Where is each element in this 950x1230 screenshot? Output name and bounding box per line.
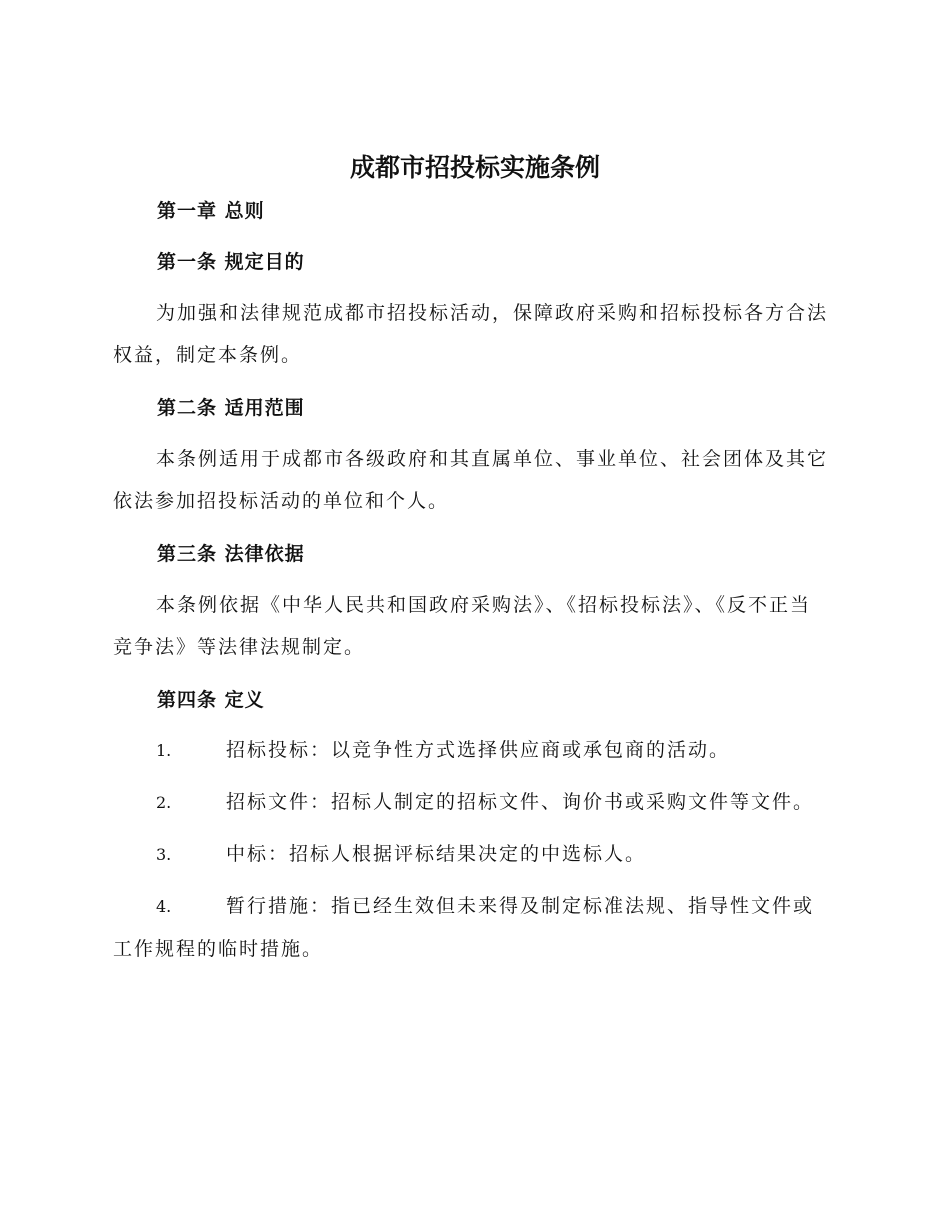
article-3-body: 本条例依据《中华人民共和国政府采购法》、《招标投标法》、《反不正当竞争法》等法律法规制定。 — [113, 594, 812, 658]
definition-number: 3. — [156, 845, 172, 864]
article-2-heading: 第二条 适用范围 — [157, 397, 305, 419]
chapter-heading: 第一章 总则 — [157, 200, 265, 222]
definition-number: 1. — [156, 741, 172, 760]
definition-text: 招标投标：以竞争性方式选择供应商或承包商的活动。 — [226, 739, 731, 761]
article-3-heading: 第三条 法律依据 — [157, 543, 305, 565]
article-2-body: 本条例适用于成都市各级政府和其直属单位、事业单位、社会团体及其它依法参加招投标活动的单位和个人。 — [113, 448, 829, 512]
article-4-heading: 第四条 定义 — [157, 689, 265, 711]
definition-text: 招标文件：招标人制定的招标文件、询价书或采购文件等文件。 — [226, 791, 815, 813]
article-1-body: 为加强和法律规范成都市招投标活动，保障政府采购和招标投标各方合法权益，制定本条例。 — [113, 302, 829, 366]
article-1-heading: 第一条 规定目的 — [157, 251, 305, 273]
definition-text: 中标：招标人根据评标结果决定的中选标人。 — [226, 843, 647, 865]
definition-text: 暂行措施：指已经生效但未来得及制定标准法规、指导性文件或工作规程的临时措施。 — [113, 895, 815, 960]
definition-item-3 — [113, 833, 831, 876]
document-title: 成都市招投标实施条例 — [349, 153, 600, 182]
definition-number: 2. — [156, 793, 172, 812]
definition-item-4 — [113, 885, 831, 970]
definition-number: 4. — [156, 897, 172, 916]
definition-item-1 — [113, 729, 831, 772]
definition-item-2 — [113, 781, 831, 824]
